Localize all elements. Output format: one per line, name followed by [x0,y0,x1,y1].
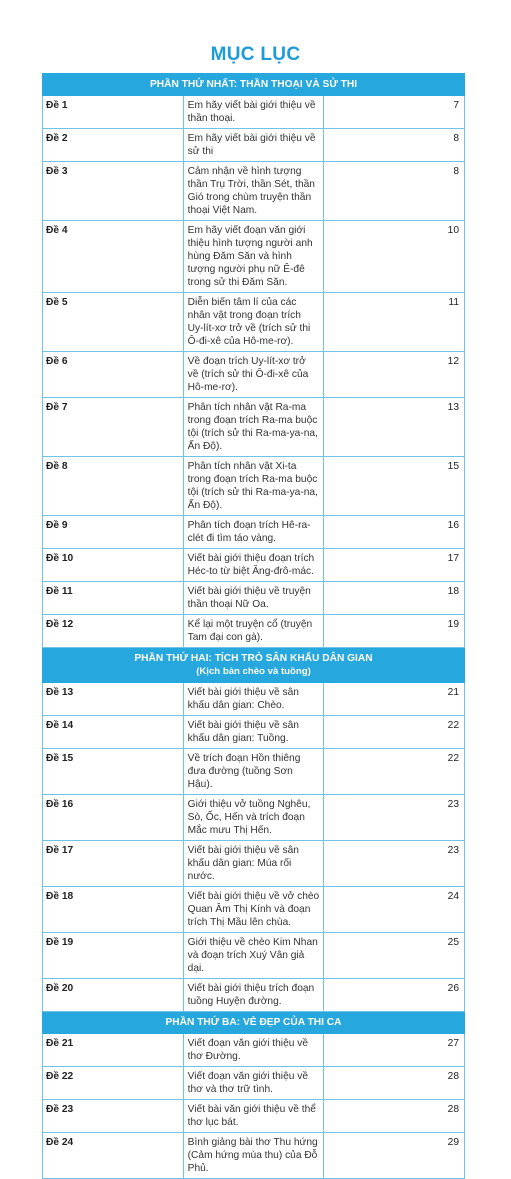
section-header [43,1012,465,1034]
toc-entry[interactable] [43,615,465,648]
section-heading: PHẦN THỨ HAI: TÍCH TRÒ SÂN KHẤU DÂN GIAN [134,653,373,664]
entry-label: Đề 21 [43,1034,184,1067]
toc-entry[interactable] [43,1100,465,1133]
entry-title: Cảm nhận về hình tượng thần Trụ Trời, thần Sét, thần Gió trong chùm truyện thần thoại Việt Nam. [183,162,324,221]
entry-page: 16 [324,516,465,549]
entry-title: Viết bài giới thiệu về truyện thần thoại Nữ Oa. [183,582,324,615]
entry-title: Viết bài giới thiệu về sân khấu dân gian: Chèo. [183,683,324,716]
entry-title: Viết đoạn văn giới thiệu về thơ Đường. [183,1034,324,1067]
entry-page: 18 [324,582,465,615]
toc-entry[interactable] [43,1133,465,1179]
entry-title: Bình giảng bài thơ Thu hứng (Cảm hứng mùa thu) của Đỗ Phủ. [183,1133,324,1179]
entry-label: Đề 4 [43,221,184,293]
entry-label: Đề 23 [43,1100,184,1133]
entry-page: 7 [324,96,465,129]
section-header-cell [43,74,465,96]
entry-page: 12 [324,352,465,398]
entry-label: Đề 3 [43,162,184,221]
entry-label: Đề 17 [43,841,184,887]
toc-entry[interactable] [43,162,465,221]
entry-page: 19 [324,615,465,648]
section-header-cell [43,648,465,683]
entry-title: Viết bài giới thiệu về vở chèo Quan Âm Thị Kính và đoạn trích Thị Mầu lên chùa. [183,887,324,933]
toc-entry[interactable] [43,582,465,615]
entry-title: Viết bài văn giới thiệu về thể thơ lục bát. [183,1100,324,1133]
entry-label: Đề 1 [43,96,184,129]
toc-entry[interactable] [43,221,465,293]
entry-label: Đề 13 [43,683,184,716]
entry-title: Viết bài giới thiệu trích đoạn tuồng Huyện đường. [183,979,324,1012]
entry-label: Đề 8 [43,457,184,516]
entry-page: 23 [324,841,465,887]
toc-entry[interactable] [43,352,465,398]
entry-page: 24 [324,887,465,933]
toc-entry[interactable] [43,549,465,582]
toc-entry[interactable] [43,795,465,841]
entry-page: 29 [324,1133,465,1179]
entry-page: 26 [324,979,465,1012]
entry-page: 13 [324,398,465,457]
toc-entry[interactable] [43,749,465,795]
section-heading: PHẦN THỨ NHẤT: THẦN THOẠI VÀ SỬ THI [149,79,358,90]
entry-title: Phân tích nhân vật Xi-ta trong đoạn trích Ra-ma buộc tội (trích sử thi Ra-ma-ya-na, Ấn Độ). [183,457,324,516]
toc-entry[interactable] [43,1067,465,1100]
entry-page: 28 [324,1100,465,1133]
entry-page: 8 [324,162,465,221]
entry-label: Đề 6 [43,352,184,398]
entry-page: 17 [324,549,465,582]
entry-title: Viết bài giới thiệu về sân khấu dân gian: Múa rối nước. [183,841,324,887]
entry-label: Đề 12 [43,615,184,648]
entry-title: Về đoạn trích Uy-lít-xơ trở về (trích sử thi Ô-đi-xê của Hô-me-rơ). [183,352,324,398]
toc-entry[interactable] [43,841,465,887]
toc-entry[interactable] [43,96,465,129]
entry-page: 25 [324,933,465,979]
entry-title: Em hãy viết bài giới thiệu về thần thoại. [183,96,324,129]
entry-label: Đề 16 [43,795,184,841]
entry-label: Đề 10 [43,549,184,582]
entry-title: Phân tích nhân vật Ra-ma trong đoạn trích Ra-ma buộc tội (trích sử thi Ra-ma-ya-na, Ấn Độ). [183,398,324,457]
entry-title: Giới thiệu về chèo Kim Nhan và đoạn trích Xuý Vân giả dại. [183,933,324,979]
entry-label: Đề 2 [43,129,184,162]
entry-title: Về trích đoạn Hồn thiêng đưa đường (tuồng Sơn Hậu). [183,749,324,795]
toc-entry[interactable] [43,293,465,352]
entry-page: 22 [324,716,465,749]
entry-label: Đề 24 [43,1133,184,1179]
entry-label: Đề 15 [43,749,184,795]
entry-label: Đề 9 [43,516,184,549]
entry-page: 21 [324,683,465,716]
entry-page: 11 [324,293,465,352]
entry-title: Phân tích đoạn trích Hê-ra-clét đi tìm táo vàng. [183,516,324,549]
toc-entry[interactable] [43,683,465,716]
entry-page: 15 [324,457,465,516]
section-header [43,648,465,683]
entry-page: 27 [324,1034,465,1067]
entry-label: Đề 18 [43,887,184,933]
entry-page: 10 [324,221,465,293]
toc-entry[interactable] [43,887,465,933]
page-title: MỤC LỤC [210,44,301,65]
entry-label: Đề 5 [43,293,184,352]
entry-label: Đề 7 [43,398,184,457]
section-header-cell [43,1012,465,1034]
table-of-contents [42,73,465,1179]
toc-entry[interactable] [43,516,465,549]
section-subheading: (Kịch bản chèo và tuồng) [196,666,311,677]
entry-title: Kể lại một truyện cổ (truyện Tam đại con gà). [183,615,324,648]
entry-label: Đề 14 [43,716,184,749]
entry-title: Diễn biến tâm lí của các nhân vật trong đoạn trích Uy-lít-xơ trở về (trích sử thi Ô-đi-xê của Hô-me-rơ). [183,293,324,352]
toc-body [43,74,465,1179]
section-heading: PHẦN THỨ BA: VẺ ĐẸP CỦA THI CA [165,1017,342,1028]
toc-entry[interactable] [43,398,465,457]
toc-entry[interactable] [43,457,465,516]
entry-title: Em hãy viết bài giới thiệu về sử thi [183,129,324,162]
entry-page: 28 [324,1067,465,1100]
entry-title: Viết bài giới thiệu đoạn trích Héc-to từ biệt Ăng-đrô-mác. [183,549,324,582]
toc-entry[interactable] [43,933,465,979]
entry-title: Giới thiệu vở tuồng Nghêu, Sò, Ốc, Hến và trích đoạn Mắc mưu Thị Hến. [183,795,324,841]
entry-label: Đề 19 [43,933,184,979]
entry-page: 23 [324,795,465,841]
toc-entry[interactable] [43,979,465,1012]
entry-title: Viết bài giới thiệu về sân khấu dân gian: Tuồng. [183,716,324,749]
entry-title: Em hãy viết đoạn văn giới thiệu hình tượng người anh hùng Đăm Săn và hình tượng người phụ nữ Ê-đê trong sử thi Đăm Săn. [183,221,324,293]
entry-page: 22 [324,749,465,795]
entry-title: Viết đoạn văn giới thiệu về thơ và thơ trữ tình. [183,1067,324,1100]
entry-label: Đề 11 [43,582,184,615]
toc-entry[interactable] [43,129,465,162]
section-header [43,74,465,96]
entry-label: Đề 20 [43,979,184,1012]
entry-label: Đề 22 [43,1067,184,1100]
entry-page: 8 [324,129,465,162]
toc-entry[interactable] [43,1034,465,1067]
toc-entry[interactable] [43,716,465,749]
